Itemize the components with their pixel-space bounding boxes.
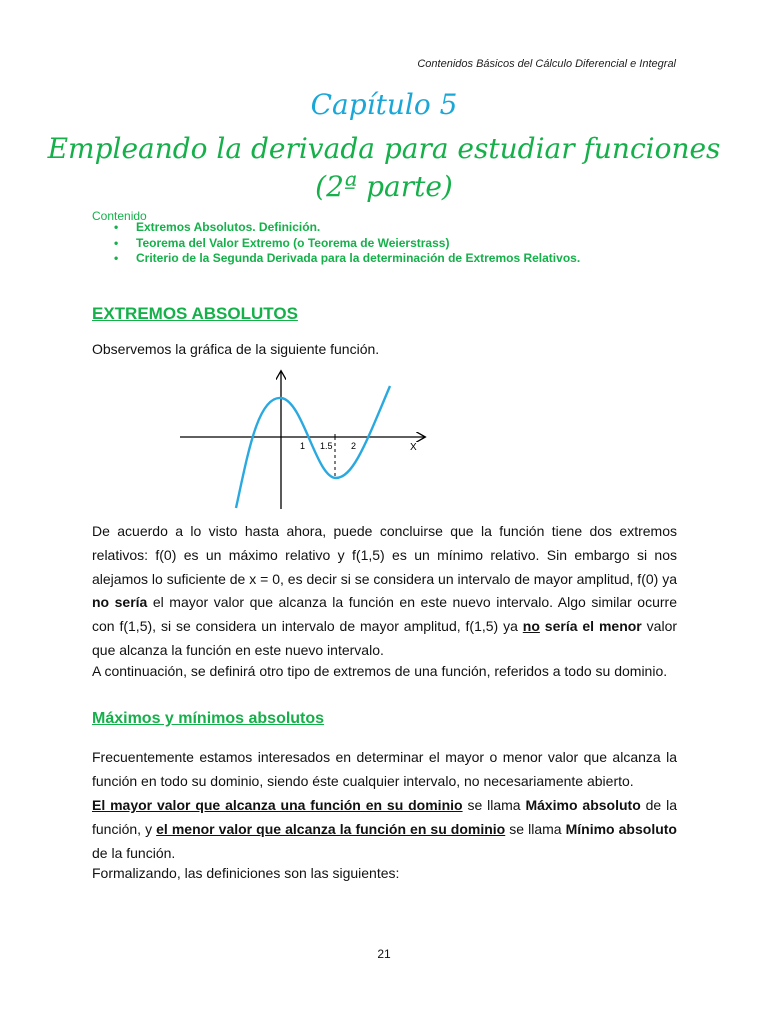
contenido-label: Contenido bbox=[92, 209, 147, 223]
bullet-icon: • bbox=[114, 220, 119, 234]
tick-label-1: 1 bbox=[300, 441, 306, 451]
contenido-list bbox=[92, 220, 692, 267]
paragraph-transition: A continuación, se definirá otro tipo de extremos de una función, referidos a todo su dominio. bbox=[92, 663, 668, 679]
toc-item: • Extremos Absolutos. Definición. bbox=[114, 220, 321, 234]
paragraph-formalizing: Formalizando, las definiciones son las siguientes: bbox=[92, 865, 400, 881]
chapter-title: Empleando la derivada para estudiar funciones bbox=[47, 132, 721, 165]
paragraph-relative-extrema: De acuerdo a lo visto hasta ahora, puede concluirse que la función tiene dos extremos relativos: f(0) es un máximo relativo y f(1,5) es un mínimo relativo. Sin embargo si nos alejamos lo suficiente de x = 0, es decir si se considera un intervalo de mayor amplitud, f(0) ya no sería el mayor valor que alcanza la función en este nuevo intervalo. Algo similar ocurre con f(1,5), si se considera un intervalo de mayor amplitud, f(1,5) ya no sería el menor valor que alcanza la función en este nuevo intervalo. bbox=[92, 523, 678, 658]
running-header: Contenidos Básicos del Cálculo Diferencial e Integral bbox=[417, 58, 676, 70]
tick-label-1-5: 1.5 bbox=[320, 441, 333, 451]
function-curve bbox=[236, 386, 390, 508]
paragraph-definitions: El mayor valor que alcanza una función en su dominio se llama Máximo absoluto de la función, y el menor valor que alcanza la función en su dominio se llama Mínimo absoluto de la función. bbox=[92, 797, 677, 861]
section-heading-extremos: EXTREMOS ABSOLUTOS bbox=[92, 304, 298, 323]
section-heading-maximos: Máximos y mínimos absolutos bbox=[92, 710, 325, 727]
tick-label-2: 2 bbox=[351, 441, 357, 451]
page-number: 21 bbox=[377, 947, 391, 961]
x-axis-label: X bbox=[410, 442, 417, 453]
paragraph-motivation: Frecuentemente estamos interesados en determinar el mayor o menor valor que alcanza la función en todo su dominio, siendo éste cualquier intervalo, no necesariamente abierto. bbox=[92, 749, 677, 789]
toc-item: • Criterio de la Segunda Derivada para la determinación de Extremos Relativos. bbox=[114, 251, 581, 265]
chapter-part: (2ª parte) bbox=[315, 170, 453, 203]
toc-item: • Teorema del Valor Extremo (o Teorema de Weierstrass) bbox=[114, 235, 450, 250]
bullet-icon: • bbox=[114, 235, 119, 250]
function-graph bbox=[178, 368, 428, 513]
bullet-icon: • bbox=[114, 251, 119, 265]
intro-text: Observemos la gráfica de la siguiente función. bbox=[92, 341, 380, 357]
chapter-number: Capítulo 5 bbox=[310, 88, 458, 121]
